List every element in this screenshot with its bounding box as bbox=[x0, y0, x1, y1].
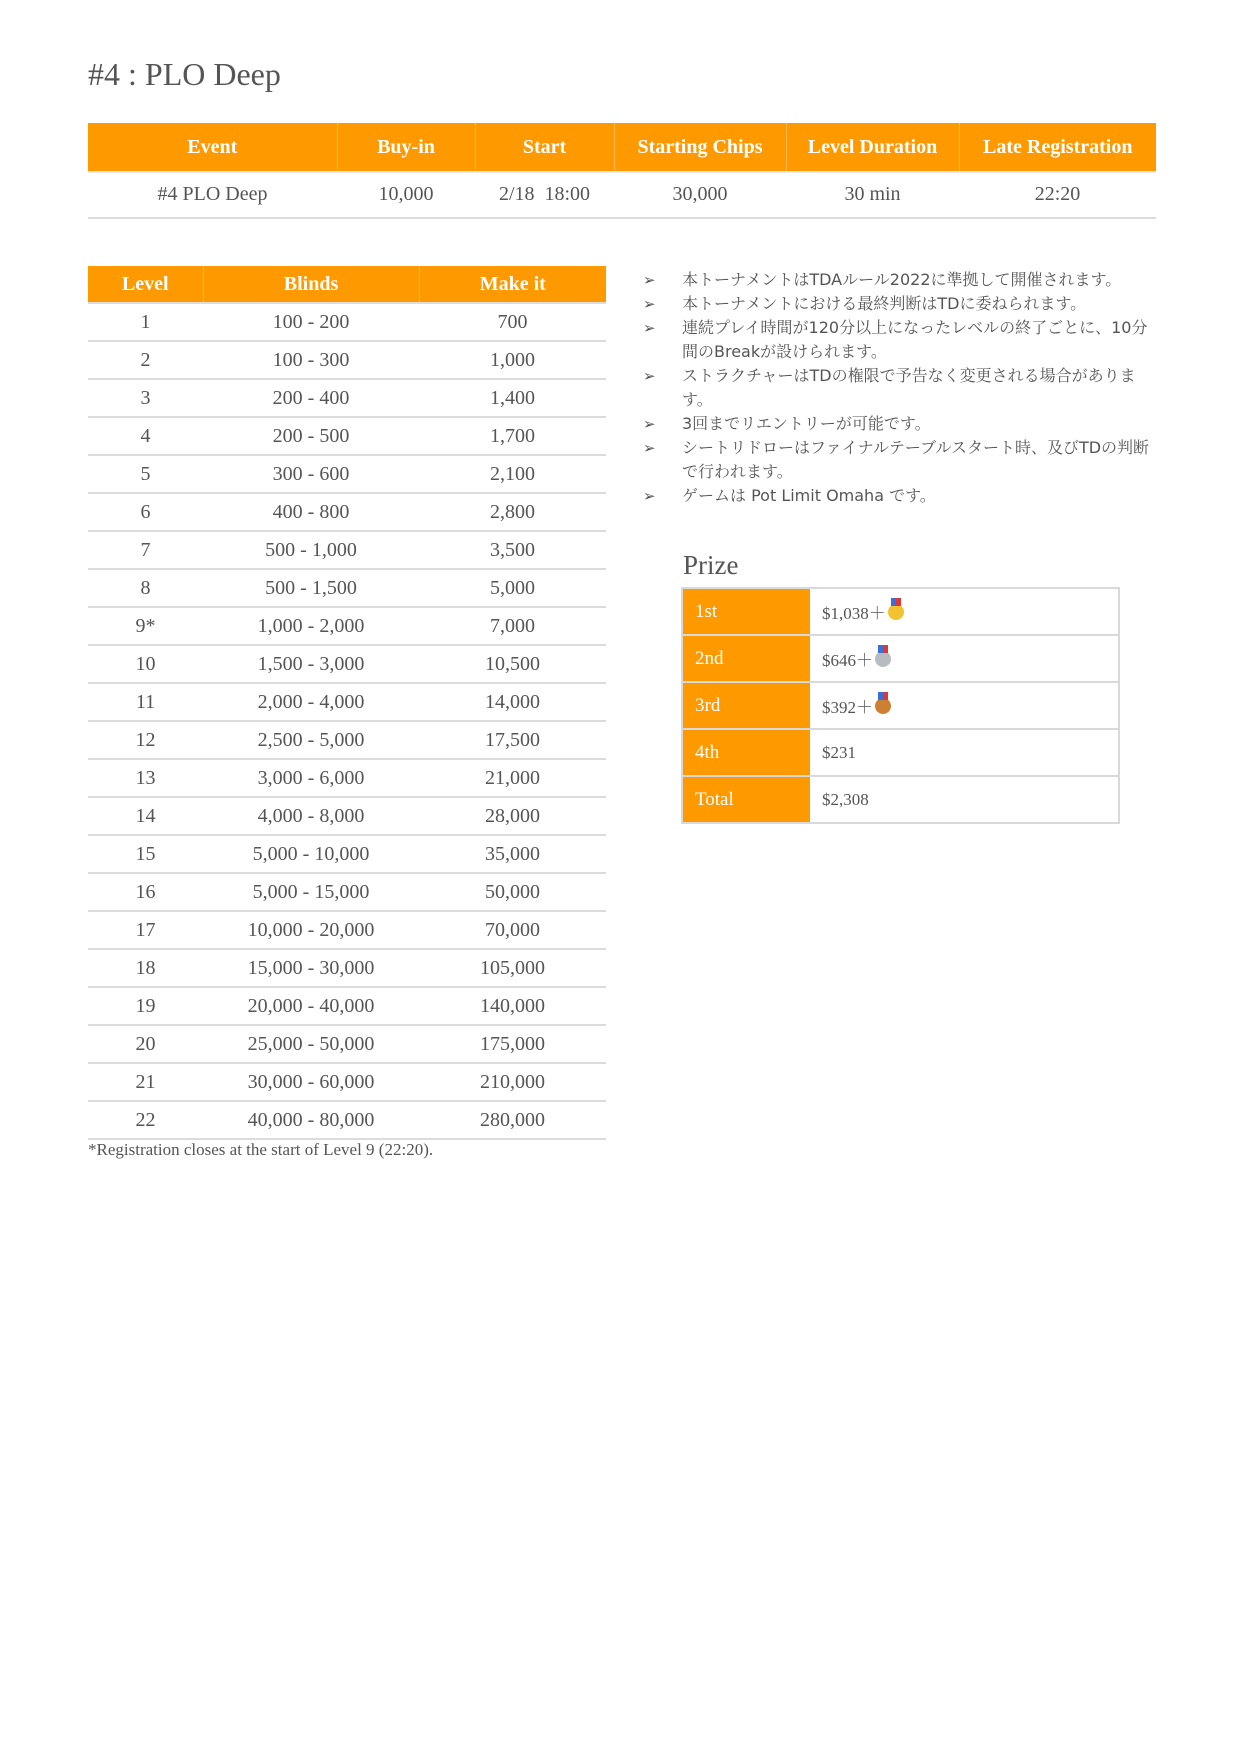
level-cell: 7 bbox=[88, 531, 203, 569]
rule-text: シートリドローはファイナルテーブルスタート時、及びTDの判断で行われます。 bbox=[682, 438, 1150, 481]
level-cell: 21 bbox=[88, 1063, 203, 1101]
make-it-cell: 35,000 bbox=[419, 835, 606, 873]
make-it-cell: 70,000 bbox=[419, 911, 606, 949]
blinds-cell: 15,000 - 30,000 bbox=[203, 949, 419, 987]
table-row bbox=[88, 341, 606, 379]
header-late-registration: Late Registration bbox=[959, 123, 1156, 171]
rule-item bbox=[643, 412, 1163, 436]
blinds-cell: 3,000 - 6,000 bbox=[203, 759, 419, 797]
table-row bbox=[88, 835, 606, 873]
blinds-cell: 4,000 - 8,000 bbox=[203, 797, 419, 835]
rule-item bbox=[643, 292, 1163, 316]
make-it-cell: 50,000 bbox=[419, 873, 606, 911]
levels-header-row bbox=[88, 266, 606, 303]
prize-table bbox=[681, 587, 1120, 824]
silver-medal-icon bbox=[875, 651, 891, 667]
rules-list bbox=[643, 268, 1163, 508]
level-cell: 14 bbox=[88, 797, 203, 835]
make-it-cell: 3,500 bbox=[419, 531, 606, 569]
prize-row bbox=[682, 776, 1119, 823]
header-blinds: Blinds bbox=[203, 266, 419, 303]
arrowhead-bullet-icon: ➢ bbox=[643, 439, 656, 457]
table-row bbox=[88, 417, 606, 455]
blinds-cell: 2,000 - 4,000 bbox=[203, 683, 419, 721]
make-it-cell: 21,000 bbox=[419, 759, 606, 797]
table-row bbox=[88, 1101, 606, 1139]
blinds-cell: 5,000 - 15,000 bbox=[203, 873, 419, 911]
level-cell: 15 bbox=[88, 835, 203, 873]
make-it-cell: 210,000 bbox=[419, 1063, 606, 1101]
levels-body bbox=[88, 303, 606, 1139]
header-level: Level bbox=[88, 266, 203, 303]
blinds-cell: 1,000 - 2,000 bbox=[203, 607, 419, 645]
make-it-cell: 105,000 bbox=[419, 949, 606, 987]
table-row bbox=[88, 759, 606, 797]
prize-place: Total bbox=[682, 776, 810, 823]
header-make-it: Make it bbox=[419, 266, 606, 303]
event-row bbox=[88, 171, 1156, 218]
prize-amount: $1,038＋ bbox=[822, 604, 886, 623]
prize-row bbox=[682, 588, 1119, 635]
bronze-medal-icon bbox=[875, 698, 891, 714]
blind-structure-table bbox=[88, 266, 606, 1140]
prize-body bbox=[682, 588, 1119, 823]
make-it-cell: 28,000 bbox=[419, 797, 606, 835]
prize-place: 2nd bbox=[682, 635, 810, 682]
make-it-cell: 700 bbox=[419, 303, 606, 341]
prize-amount: $392＋ bbox=[822, 698, 873, 717]
make-it-cell: 280,000 bbox=[419, 1101, 606, 1139]
make-it-cell: 175,000 bbox=[419, 1025, 606, 1063]
blinds-cell: 500 - 1,000 bbox=[203, 531, 419, 569]
blinds-cell: 200 - 500 bbox=[203, 417, 419, 455]
level-cell: 4 bbox=[88, 417, 203, 455]
event-buy-in: 10,000 bbox=[337, 171, 475, 218]
table-row bbox=[88, 303, 606, 341]
level-cell: 20 bbox=[88, 1025, 203, 1063]
rule-text: ストラクチャーはTDの権限で予告なく変更される場合があります。 bbox=[682, 366, 1136, 409]
blinds-cell: 5,000 - 10,000 bbox=[203, 835, 419, 873]
event-summary-table bbox=[88, 123, 1156, 219]
blinds-cell: 2,500 - 5,000 bbox=[203, 721, 419, 759]
blinds-cell: 100 - 200 bbox=[203, 303, 419, 341]
blinds-cell: 300 - 600 bbox=[203, 455, 419, 493]
rule-item bbox=[643, 316, 1163, 364]
table-row bbox=[88, 531, 606, 569]
rule-text: 3回までリエントリーが可能です。 bbox=[682, 414, 931, 433]
prize-amount: $231 bbox=[822, 742, 856, 762]
table-row bbox=[88, 911, 606, 949]
make-it-cell: 17,500 bbox=[419, 721, 606, 759]
blinds-cell: 40,000 - 80,000 bbox=[203, 1101, 419, 1139]
blinds-cell: 20,000 - 40,000 bbox=[203, 987, 419, 1025]
prize-amount-cell bbox=[810, 635, 1119, 682]
table-row bbox=[88, 455, 606, 493]
level-cell: 22 bbox=[88, 1101, 203, 1139]
make-it-cell: 5,000 bbox=[419, 569, 606, 607]
level-cell: 6 bbox=[88, 493, 203, 531]
event-starting-chips: 30,000 bbox=[614, 171, 786, 218]
rule-text: 連続プレイ時間が120分以上になったレベルの終了ごとに、10分間のBreakが設けられます。 bbox=[682, 318, 1148, 361]
table-row bbox=[88, 645, 606, 683]
blinds-cell: 25,000 - 50,000 bbox=[203, 1025, 419, 1063]
arrowhead-bullet-icon: ➢ bbox=[643, 487, 656, 505]
gold-medal-icon bbox=[888, 604, 904, 620]
level-cell: 8 bbox=[88, 569, 203, 607]
prize-place: 1st bbox=[682, 588, 810, 635]
prize-amount: $646＋ bbox=[822, 651, 873, 670]
blinds-cell: 10,000 - 20,000 bbox=[203, 911, 419, 949]
level-cell: 1 bbox=[88, 303, 203, 341]
level-cell: 13 bbox=[88, 759, 203, 797]
table-row bbox=[88, 797, 606, 835]
prize-amount-cell bbox=[810, 776, 1119, 823]
level-cell: 3 bbox=[88, 379, 203, 417]
make-it-cell: 140,000 bbox=[419, 987, 606, 1025]
make-it-cell: 10,500 bbox=[419, 645, 606, 683]
rule-item bbox=[643, 364, 1163, 412]
make-it-cell: 1,700 bbox=[419, 417, 606, 455]
header-buy-in: Buy-in bbox=[337, 123, 475, 171]
blinds-cell: 200 - 400 bbox=[203, 379, 419, 417]
blinds-cell: 1,500 - 3,000 bbox=[203, 645, 419, 683]
table-row bbox=[88, 569, 606, 607]
level-cell: 19 bbox=[88, 987, 203, 1025]
level-cell: 17 bbox=[88, 911, 203, 949]
level-cell: 18 bbox=[88, 949, 203, 987]
rule-item bbox=[643, 436, 1163, 484]
table-row bbox=[88, 1025, 606, 1063]
prize-row bbox=[682, 729, 1119, 776]
prize-place: 3rd bbox=[682, 682, 810, 729]
rule-item bbox=[643, 484, 1163, 508]
blinds-cell: 500 - 1,500 bbox=[203, 569, 419, 607]
event-header-row bbox=[88, 123, 1156, 171]
prize-amount: $2,308 bbox=[822, 789, 869, 809]
prize-amount-cell bbox=[810, 682, 1119, 729]
level-cell: 16 bbox=[88, 873, 203, 911]
table-row bbox=[88, 873, 606, 911]
make-it-cell: 1,400 bbox=[419, 379, 606, 417]
page-title: #4 : PLO Deep bbox=[88, 56, 281, 92]
blinds-cell: 30,000 - 60,000 bbox=[203, 1063, 419, 1101]
arrowhead-bullet-icon: ➢ bbox=[643, 271, 656, 289]
blinds-cell: 100 - 300 bbox=[203, 341, 419, 379]
rule-text: 本トーナメントはTDAルール2022に準拠して開催されます。 bbox=[682, 270, 1122, 289]
arrowhead-bullet-icon: ➢ bbox=[643, 295, 656, 313]
prize-amount-cell bbox=[810, 729, 1119, 776]
blinds-cell: 400 - 800 bbox=[203, 493, 419, 531]
table-row bbox=[88, 1063, 606, 1101]
table-row bbox=[88, 379, 606, 417]
level-cell: 12 bbox=[88, 721, 203, 759]
rule-item bbox=[643, 268, 1163, 292]
prize-place: 4th bbox=[682, 729, 810, 776]
header-starting-chips: Starting Chips bbox=[614, 123, 786, 171]
level-cell: 5 bbox=[88, 455, 203, 493]
make-it-cell: 2,100 bbox=[419, 455, 606, 493]
make-it-cell: 1,000 bbox=[419, 341, 606, 379]
make-it-cell: 2,800 bbox=[419, 493, 606, 531]
header-level-duration: Level Duration bbox=[786, 123, 959, 171]
table-row bbox=[88, 721, 606, 759]
rule-text: ゲームは Pot Limit Omaha です。 bbox=[682, 486, 936, 505]
event-start: 2/18 18:00 bbox=[475, 171, 614, 218]
make-it-cell: 7,000 bbox=[419, 607, 606, 645]
table-row bbox=[88, 493, 606, 531]
arrowhead-bullet-icon: ➢ bbox=[643, 415, 656, 433]
level-cell: 10 bbox=[88, 645, 203, 683]
level-cell: 11 bbox=[88, 683, 203, 721]
event-name: #4 PLO Deep bbox=[88, 171, 337, 218]
event-late-registration: 22:20 bbox=[959, 171, 1156, 218]
table-row bbox=[88, 987, 606, 1025]
header-start: Start bbox=[475, 123, 614, 171]
level-cell: 9* bbox=[88, 607, 203, 645]
prize-amount-cell bbox=[810, 588, 1119, 635]
prize-title: Prize bbox=[683, 550, 739, 580]
rule-text: 本トーナメントにおける最終判断はTDに委ねられます。 bbox=[682, 294, 1087, 313]
header-event: Event bbox=[88, 123, 337, 171]
arrowhead-bullet-icon: ➢ bbox=[643, 319, 656, 337]
prize-row bbox=[682, 635, 1119, 682]
level-cell: 2 bbox=[88, 341, 203, 379]
registration-footnote: *Registration closes at the start of Level 9 (22:20). bbox=[88, 1140, 434, 1159]
arrowhead-bullet-icon: ➢ bbox=[643, 367, 656, 385]
event-level-duration: 30 min bbox=[786, 171, 959, 218]
table-row bbox=[88, 683, 606, 721]
table-row bbox=[88, 607, 606, 645]
make-it-cell: 14,000 bbox=[419, 683, 606, 721]
table-row bbox=[88, 949, 606, 987]
prize-row bbox=[682, 682, 1119, 729]
